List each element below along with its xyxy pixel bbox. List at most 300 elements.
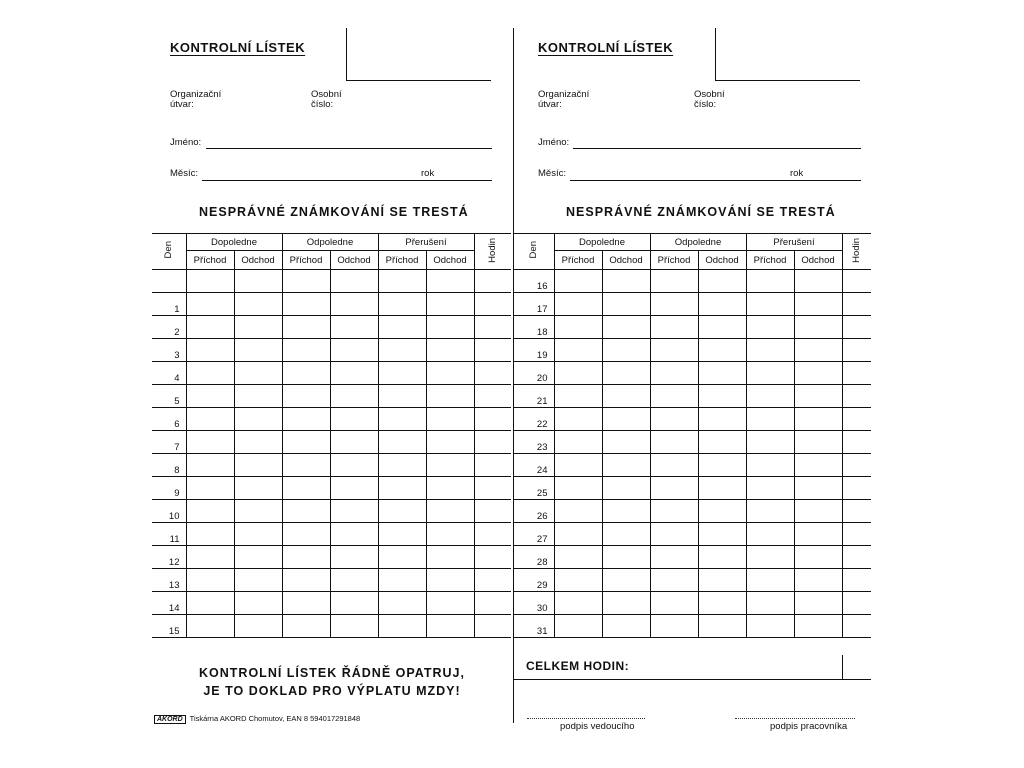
time-cell[interactable] [186, 477, 234, 500]
time-cell[interactable] [186, 431, 234, 454]
day-number: 28 [514, 546, 554, 569]
time-cell[interactable] [794, 569, 842, 592]
time-cell[interactable] [698, 385, 746, 408]
table-row [152, 592, 511, 615]
name-field-line[interactable] [573, 148, 861, 149]
time-cell[interactable] [378, 431, 426, 454]
col-morning-header: Dopoledne [186, 234, 282, 251]
time-cell[interactable] [426, 454, 474, 477]
time-cell[interactable] [746, 408, 794, 431]
name-label: Jméno: [538, 137, 570, 148]
worker-signature-line[interactable] [735, 718, 855, 719]
sub-departure-header: Odchod [698, 251, 746, 270]
time-cell[interactable] [794, 385, 842, 408]
time-cell[interactable] [794, 316, 842, 339]
time-cell[interactable] [330, 362, 378, 385]
hours-cell[interactable] [474, 546, 511, 569]
day-number: 16 [514, 270, 554, 293]
day-number: 9 [152, 477, 186, 500]
day-number: 1 [152, 293, 186, 316]
col-hours-header: Hodin [842, 234, 871, 270]
time-cell[interactable] [330, 500, 378, 523]
table-row [152, 408, 511, 431]
time-cell[interactable] [650, 339, 698, 362]
time-cell[interactable] [426, 362, 474, 385]
hours-cell[interactable] [842, 316, 871, 339]
time-cell[interactable] [794, 615, 842, 638]
hours-cell[interactable] [842, 615, 871, 638]
time-cell[interactable] [426, 339, 474, 362]
hours-cell[interactable] [842, 362, 871, 385]
time-cell[interactable] [794, 408, 842, 431]
hours-cell[interactable] [842, 454, 871, 477]
time-cell[interactable] [602, 385, 650, 408]
day-number: 27 [514, 523, 554, 546]
time-cell[interactable] [282, 431, 330, 454]
time-cell[interactable] [794, 431, 842, 454]
time-cell[interactable] [602, 316, 650, 339]
time-cell[interactable] [330, 293, 378, 316]
time-cell[interactable] [746, 362, 794, 385]
time-cell[interactable] [282, 569, 330, 592]
table-row [152, 362, 511, 385]
time-cell[interactable] [554, 431, 602, 454]
table-row [152, 385, 511, 408]
hours-cell[interactable] [842, 569, 871, 592]
time-cell[interactable] [746, 293, 794, 316]
sub-departure-header: Odchod [602, 251, 650, 270]
time-cell[interactable] [698, 615, 746, 638]
time-cell[interactable] [330, 431, 378, 454]
org-unit-label-line2: útvar: [170, 99, 194, 110]
time-cell[interactable] [378, 385, 426, 408]
time-cell[interactable] [378, 293, 426, 316]
time-cell[interactable] [698, 477, 746, 500]
time-cell[interactable] [650, 615, 698, 638]
attendance-table-left [152, 233, 511, 638]
time-cell[interactable] [378, 408, 426, 431]
time-cell[interactable] [794, 592, 842, 615]
time-cell[interactable] [426, 523, 474, 546]
hours-cell[interactable] [842, 270, 871, 293]
sub-arrival-header: Příchod [554, 251, 602, 270]
time-cell[interactable] [234, 454, 282, 477]
table-row [152, 477, 511, 500]
time-cell[interactable] [554, 615, 602, 638]
total-row-bottom-line [514, 679, 871, 680]
time-cell[interactable] [746, 569, 794, 592]
time-cell[interactable] [426, 477, 474, 500]
table-row [152, 546, 511, 569]
time-cell[interactable] [282, 362, 330, 385]
time-cell[interactable] [330, 477, 378, 500]
time-cell[interactable] [426, 500, 474, 523]
table-row [152, 293, 511, 316]
time-cell[interactable] [330, 339, 378, 362]
time-cell[interactable] [186, 293, 234, 316]
personal-number-label [694, 90, 725, 110]
col-day-header: Den [514, 234, 554, 270]
hours-cell[interactable] [474, 615, 511, 638]
hours-cell[interactable] [842, 592, 871, 615]
time-cell[interactable] [186, 339, 234, 362]
personal-number-label-line1: Osobní [311, 89, 342, 100]
time-cell[interactable] [746, 615, 794, 638]
time-cell[interactable] [426, 408, 474, 431]
hours-cell[interactable] [474, 523, 511, 546]
time-cell[interactable] [602, 569, 650, 592]
time-cell[interactable] [186, 569, 234, 592]
time-cell[interactable] [698, 454, 746, 477]
time-cell[interactable] [234, 408, 282, 431]
table-row-blank [152, 270, 511, 293]
time-cell[interactable] [602, 339, 650, 362]
time-cell[interactable] [186, 362, 234, 385]
table-row [514, 500, 871, 523]
hours-cell[interactable] [842, 500, 871, 523]
time-cell[interactable] [426, 431, 474, 454]
time-cell[interactable] [650, 408, 698, 431]
time-cell[interactable] [650, 293, 698, 316]
day-number: 12 [152, 546, 186, 569]
hours-cell[interactable] [842, 293, 871, 316]
time-cell[interactable] [794, 362, 842, 385]
time-cell[interactable] [602, 293, 650, 316]
time-cell[interactable] [378, 523, 426, 546]
time-cell[interactable] [186, 385, 234, 408]
personal-number-label [311, 90, 342, 110]
time-cell[interactable] [282, 523, 330, 546]
time-cell[interactable] [746, 316, 794, 339]
time-cell[interactable] [378, 569, 426, 592]
day-number: 2 [152, 316, 186, 339]
time-cell[interactable] [650, 569, 698, 592]
time-cell[interactable] [282, 385, 330, 408]
time-cell[interactable] [282, 615, 330, 638]
time-cell[interactable] [602, 615, 650, 638]
time-cell[interactable] [794, 500, 842, 523]
hours-cell[interactable] [842, 546, 871, 569]
day-number: 11 [152, 523, 186, 546]
table-row [152, 615, 511, 638]
time-cell[interactable] [698, 362, 746, 385]
time-cell[interactable] [650, 523, 698, 546]
time-cell[interactable] [330, 592, 378, 615]
month-label: Měsíc: [538, 168, 566, 179]
time-cell[interactable] [650, 454, 698, 477]
time-cell[interactable] [794, 523, 842, 546]
stamp-box-left-edge [715, 28, 716, 80]
time-cell[interactable] [746, 500, 794, 523]
table-row [152, 569, 511, 592]
time-cell[interactable] [186, 523, 234, 546]
hours-cell[interactable] [474, 385, 511, 408]
time-cell[interactable] [698, 546, 746, 569]
time-cell[interactable] [234, 546, 282, 569]
hours-cell[interactable] [474, 293, 511, 316]
time-cell[interactable] [234, 362, 282, 385]
time-cell[interactable] [426, 293, 474, 316]
year-label: rok [421, 168, 435, 179]
time-cell[interactable] [378, 362, 426, 385]
time-cell[interactable] [234, 615, 282, 638]
time-cell[interactable] [554, 500, 602, 523]
printer-imprint [154, 714, 360, 724]
time-cell[interactable] [378, 477, 426, 500]
hours-cell[interactable] [474, 408, 511, 431]
personal-number-label-line1: Osobní [694, 89, 725, 100]
table-row [514, 569, 871, 592]
time-cell[interactable] [426, 546, 474, 569]
day-number: 22 [514, 408, 554, 431]
hours-cell[interactable] [842, 408, 871, 431]
time-cell[interactable] [378, 339, 426, 362]
hours-cell[interactable] [842, 385, 871, 408]
time-cell[interactable] [650, 385, 698, 408]
hours-cell[interactable] [842, 339, 871, 362]
time-cell[interactable] [746, 339, 794, 362]
month-field-line[interactable] [570, 180, 861, 181]
time-cell[interactable] [554, 408, 602, 431]
hours-cell[interactable] [474, 500, 511, 523]
time-cell[interactable] [330, 523, 378, 546]
time-cell[interactable] [554, 316, 602, 339]
time-cell[interactable] [602, 408, 650, 431]
table-row [514, 385, 871, 408]
time-cell[interactable] [746, 385, 794, 408]
time-cell[interactable] [554, 270, 602, 293]
time-cell[interactable] [426, 615, 474, 638]
time-cell[interactable] [602, 500, 650, 523]
time-cell[interactable] [698, 569, 746, 592]
time-cell[interactable] [698, 339, 746, 362]
org-unit-label [538, 90, 589, 110]
col-hours-header: Hodin [474, 234, 511, 270]
time-cell[interactable] [282, 477, 330, 500]
warning-text: NESPRÁVNÉ ZNÁMKOVÁNÍ SE TRESTÁ [566, 205, 836, 219]
time-cell[interactable] [282, 339, 330, 362]
footer-warning [182, 664, 482, 700]
day-number: 23 [514, 431, 554, 454]
time-cell[interactable] [650, 477, 698, 500]
time-cell[interactable] [602, 431, 650, 454]
time-cell[interactable] [602, 592, 650, 615]
time-cell[interactable] [330, 615, 378, 638]
sub-departure-header: Odchod [426, 251, 474, 270]
time-cell[interactable] [186, 615, 234, 638]
hours-cell[interactable] [842, 431, 871, 454]
time-cell[interactable] [282, 500, 330, 523]
time-cell[interactable] [234, 431, 282, 454]
total-hours-label: CELKEM HODIN: [526, 659, 630, 673]
time-cell[interactable] [746, 454, 794, 477]
time-cell[interactable] [330, 385, 378, 408]
time-cell[interactable] [698, 293, 746, 316]
time-cell[interactable] [186, 316, 234, 339]
time-cell[interactable] [554, 339, 602, 362]
time-cell[interactable] [426, 385, 474, 408]
time-cell[interactable] [330, 408, 378, 431]
time-cell[interactable] [330, 546, 378, 569]
time-cell[interactable] [282, 293, 330, 316]
time-cell[interactable] [186, 546, 234, 569]
year-label: rok [790, 168, 804, 179]
time-cell[interactable] [650, 500, 698, 523]
time-cell[interactable] [186, 454, 234, 477]
hours-cell[interactable] [474, 362, 511, 385]
time-cell[interactable] [378, 546, 426, 569]
time-cell[interactable] [378, 316, 426, 339]
time-cell[interactable] [378, 500, 426, 523]
hours-cell[interactable] [474, 431, 511, 454]
time-cell[interactable] [554, 385, 602, 408]
time-cell[interactable] [234, 385, 282, 408]
time-cell[interactable] [554, 569, 602, 592]
footer-warning-line1: KONTROLNÍ LÍSTEK ŘÁDNĚ OPATRUJ, [199, 666, 465, 680]
time-cell[interactable] [698, 270, 746, 293]
month-label: Měsíc: [170, 168, 198, 179]
time-cell[interactable] [554, 546, 602, 569]
time-cell[interactable] [794, 293, 842, 316]
time-cell[interactable] [794, 454, 842, 477]
time-cell[interactable] [602, 523, 650, 546]
table-row [514, 270, 871, 293]
time-cell[interactable] [602, 270, 650, 293]
akord-logo: AKORD [154, 715, 186, 724]
sub-arrival-header: Příchod [378, 251, 426, 270]
org-unit-label-line2: útvar: [538, 99, 562, 110]
time-cell[interactable] [746, 477, 794, 500]
time-cell[interactable] [746, 431, 794, 454]
time-cell[interactable] [650, 592, 698, 615]
time-cell[interactable] [554, 523, 602, 546]
time-cell[interactable] [698, 500, 746, 523]
hours-cell[interactable] [474, 592, 511, 615]
footer-warning-line2: JE TO DOKLAD PRO VÝPLATU MZDY! [203, 684, 461, 698]
time-cell[interactable] [554, 293, 602, 316]
time-cell[interactable] [746, 592, 794, 615]
printer-text: Tiskárna AKORD Chomutov, EAN 8 594017291848 [189, 714, 361, 723]
time-cell[interactable] [602, 546, 650, 569]
time-cell[interactable] [602, 362, 650, 385]
time-cell[interactable] [746, 270, 794, 293]
month-field-line[interactable] [202, 180, 492, 181]
hours-cell[interactable] [842, 523, 871, 546]
table-row [514, 615, 871, 638]
time-cell[interactable] [234, 523, 282, 546]
time-cell[interactable] [282, 454, 330, 477]
time-cell[interactable] [650, 270, 698, 293]
time-cell[interactable] [698, 316, 746, 339]
time-cell[interactable] [554, 454, 602, 477]
time-cell[interactable] [282, 592, 330, 615]
table-row [514, 316, 871, 339]
time-cell[interactable] [650, 546, 698, 569]
time-cell[interactable] [234, 316, 282, 339]
manager-signature-line[interactable] [527, 718, 645, 719]
day-number: 17 [514, 293, 554, 316]
time-cell[interactable] [698, 431, 746, 454]
col-morning-header: Dopoledne [554, 234, 650, 251]
time-cell[interactable] [794, 270, 842, 293]
day-number: 31 [514, 615, 554, 638]
col-break-header: Přerušení [746, 234, 842, 251]
time-cell[interactable] [650, 431, 698, 454]
time-cell[interactable] [426, 316, 474, 339]
time-cell[interactable] [698, 592, 746, 615]
table-row [152, 339, 511, 362]
day-number: 24 [514, 454, 554, 477]
col-day-header: Den [152, 234, 186, 270]
table-row [152, 500, 511, 523]
time-cell[interactable] [650, 316, 698, 339]
time-cell[interactable] [234, 500, 282, 523]
time-cell[interactable] [234, 477, 282, 500]
name-label: Jméno: [170, 137, 202, 148]
time-cell[interactable] [282, 546, 330, 569]
time-cell[interactable] [378, 615, 426, 638]
day-number: 25 [514, 477, 554, 500]
stamp-box-left-edge [346, 28, 347, 80]
time-cell[interactable] [234, 293, 282, 316]
hours-cell[interactable] [474, 477, 511, 500]
time-cell[interactable] [282, 408, 330, 431]
time-cell[interactable] [650, 362, 698, 385]
time-cell[interactable] [794, 339, 842, 362]
time-cell[interactable] [330, 316, 378, 339]
day-number: 21 [514, 385, 554, 408]
time-cell[interactable] [746, 523, 794, 546]
time-cell[interactable] [378, 592, 426, 615]
time-cell[interactable] [426, 569, 474, 592]
time-cell[interactable] [698, 408, 746, 431]
time-cell[interactable] [234, 569, 282, 592]
time-cell[interactable] [602, 477, 650, 500]
time-cell[interactable] [186, 408, 234, 431]
personal-number-label-line2: číslo: [311, 99, 334, 110]
time-cell[interactable] [698, 523, 746, 546]
time-cell[interactable] [330, 454, 378, 477]
time-cell[interactable] [554, 362, 602, 385]
day-number: 20 [514, 362, 554, 385]
org-unit-label-line1: Organizační [538, 89, 590, 100]
hours-cell[interactable] [474, 569, 511, 592]
time-cell[interactable] [554, 592, 602, 615]
day-number: 4 [152, 362, 186, 385]
time-cell[interactable] [794, 546, 842, 569]
time-cell[interactable] [282, 316, 330, 339]
time-cell[interactable] [234, 339, 282, 362]
time-cell[interactable] [378, 454, 426, 477]
day-number: 29 [514, 569, 554, 592]
hours-cell[interactable] [474, 454, 511, 477]
time-cell[interactable] [330, 569, 378, 592]
time-cell[interactable] [426, 592, 474, 615]
time-cell[interactable] [602, 454, 650, 477]
name-field-line[interactable] [206, 148, 492, 149]
hours-cell[interactable] [842, 477, 871, 500]
day-number: 30 [514, 592, 554, 615]
hours-cell[interactable] [474, 316, 511, 339]
time-cell[interactable] [794, 477, 842, 500]
time-cell[interactable] [186, 500, 234, 523]
time-cell[interactable] [234, 592, 282, 615]
time-cell[interactable] [746, 546, 794, 569]
card-title: KONTROLNÍ LÍSTEK [538, 40, 674, 55]
hours-cell[interactable] [474, 339, 511, 362]
time-cell[interactable] [554, 477, 602, 500]
time-cell[interactable] [186, 592, 234, 615]
